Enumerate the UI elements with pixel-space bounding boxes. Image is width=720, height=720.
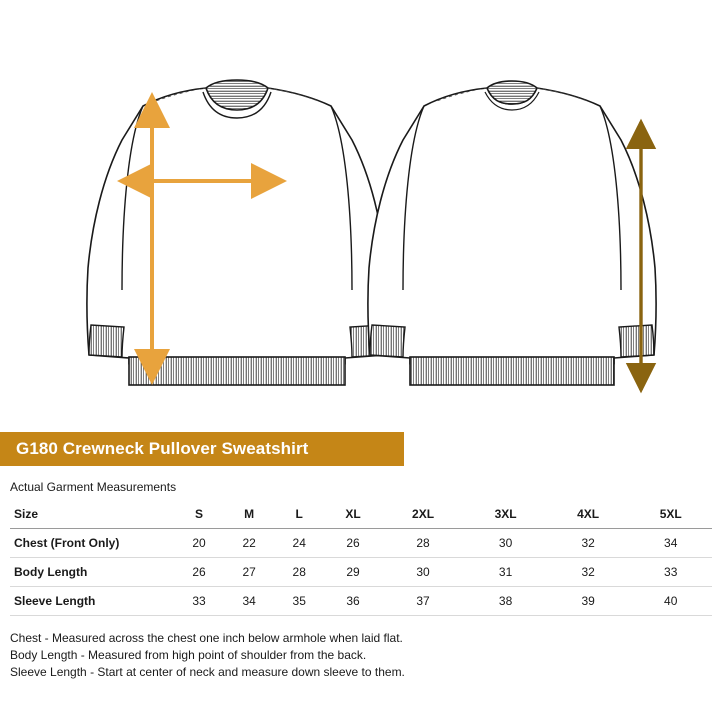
cell-chest-2xl: 28 [382,529,465,558]
column-header-xl: XL [324,500,382,529]
cell-chest-s: 20 [174,529,224,558]
note-chest: Chest - Measured across the chest one inch below armhole when laid flat. [10,631,403,645]
table-row [10,587,712,616]
cell-body-s: 26 [174,558,224,587]
cell-body-4xl: 32 [547,558,630,587]
table-header-row [10,500,712,529]
cell-sleeve-5xl: 40 [629,587,712,616]
column-header-5xl: 5XL [629,500,712,529]
sweatshirt-front-view [87,80,387,385]
column-header-4xl: 4XL [547,500,630,529]
column-header-2xl: 2XL [382,500,465,529]
cell-chest-l: 24 [274,529,324,558]
cell-body-3xl: 31 [464,558,547,587]
cell-chest-m: 22 [224,529,274,558]
row-label-chest: Chest (Front Only) [10,529,174,558]
column-header-s: S [174,500,224,529]
cell-sleeve-3xl: 38 [464,587,547,616]
page-title: G180 Crewneck Pullover Sweatshirt [16,439,309,458]
note-body-length: Body Length - Measured from high point of shoulder from the back. [10,648,367,662]
cell-body-xl: 29 [324,558,382,587]
column-header-m: M [224,500,274,529]
cell-chest-3xl: 30 [464,529,547,558]
cell-sleeve-xl: 36 [324,587,382,616]
cell-body-l: 28 [274,558,324,587]
cell-sleeve-s: 33 [174,587,224,616]
cell-body-m: 27 [224,558,274,587]
cell-body-2xl: 30 [382,558,465,587]
measurements-caption: Actual Garment Measurements [10,480,177,494]
row-label-body-length: Body Length [10,558,174,587]
cell-sleeve-2xl: 37 [382,587,465,616]
cell-sleeve-l: 35 [274,587,324,616]
cell-sleeve-m: 34 [224,587,274,616]
cell-chest-xl: 26 [324,529,382,558]
cell-body-5xl: 33 [629,558,712,587]
table-row [10,529,712,558]
column-header-l: L [274,500,324,529]
product-title-bar [0,432,404,466]
size-chart-table [10,500,712,616]
cell-sleeve-4xl: 39 [547,587,630,616]
cell-chest-4xl: 32 [547,529,630,558]
row-label-sleeve-length: Sleeve Length [10,587,174,616]
table-row [10,558,712,587]
note-sleeve-length: Sleeve Length - Start at center of neck and measure down sleeve to them. [10,665,405,679]
column-header-3xl: 3XL [464,500,547,529]
column-header-size: Size [10,500,174,529]
sweatshirt-back-view [368,81,656,390]
measurements-section [0,480,720,616]
cell-chest-5xl: 34 [629,529,712,558]
measurement-notes [10,630,710,681]
